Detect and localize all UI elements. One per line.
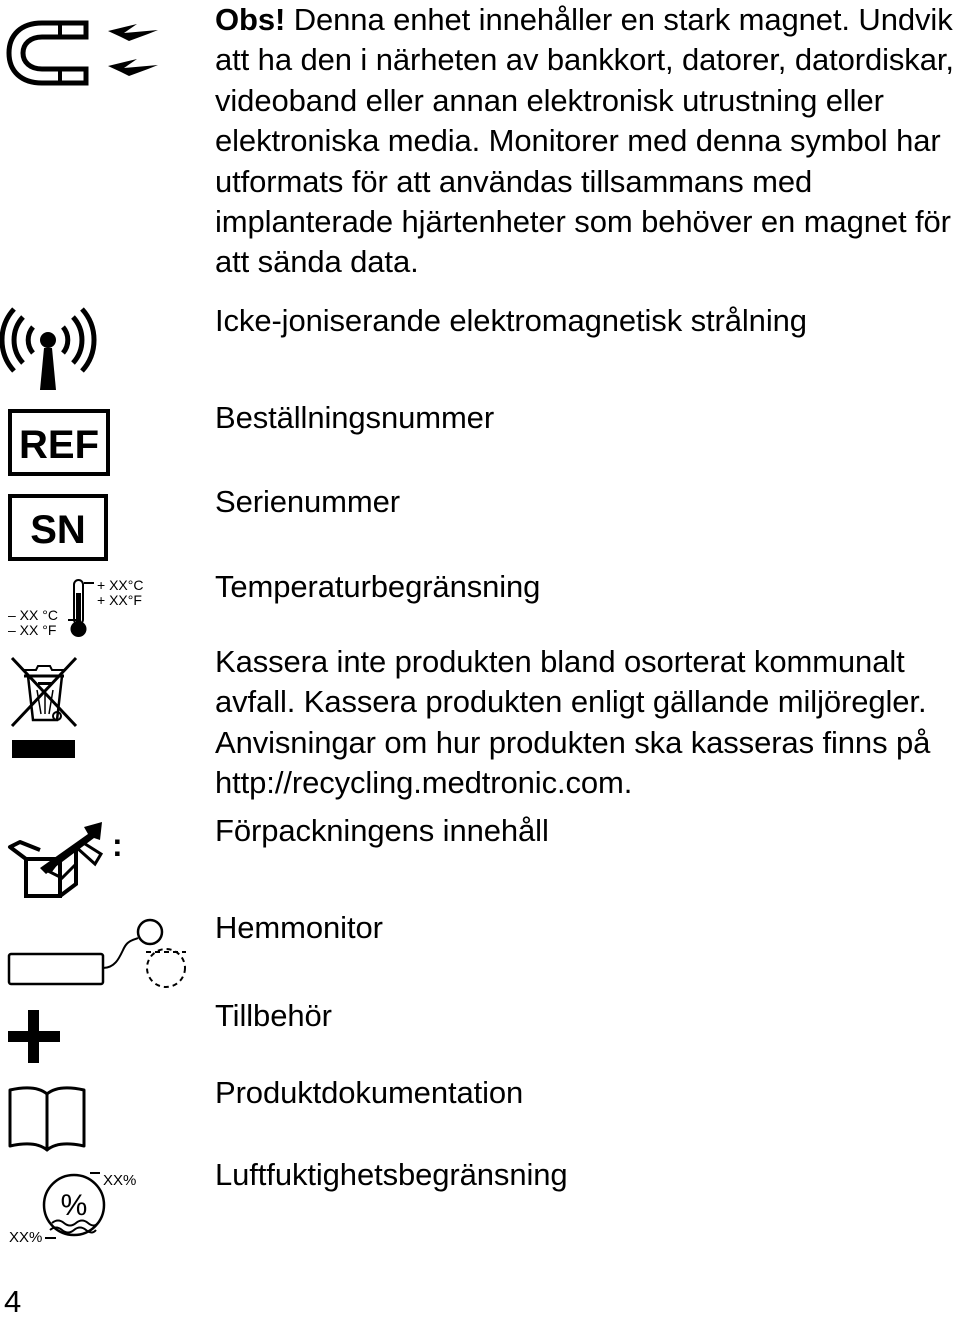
radiation-text: Icke-joniserande elektromagnetisk strålning xyxy=(215,303,807,338)
humidity-upper: XX% xyxy=(103,1172,137,1189)
non-ionizing-radiation-icon xyxy=(0,300,110,395)
home-monitor-icon xyxy=(0,910,200,990)
magnet-warning-text xyxy=(215,0,960,283)
humidity-lower: XX% xyxy=(9,1229,43,1246)
temp-upper-f: + XX°F xyxy=(97,592,142,608)
open-box-icon xyxy=(0,812,140,902)
home-monitor-text: Hemmonitor xyxy=(215,910,383,945)
temp-upper-c: + XX°C xyxy=(97,577,144,593)
package-icon-colon: : xyxy=(112,827,123,863)
crossed-bin-icon xyxy=(0,652,90,764)
sn-icon-label: SN xyxy=(30,508,86,552)
ref-icon xyxy=(0,408,115,478)
temp-lower-f: – XX °F xyxy=(8,622,57,638)
weee-text: Kassera inte produkten bland osorterat kommunalt avfall. Kassera produkten enligt gällande miljöregler. Anvisningar om hur produkten ska kasseras finns på http://recycling.medtronic.com. xyxy=(215,644,931,801)
accessories-text: Tillbehör xyxy=(215,998,332,1033)
plus-icon xyxy=(0,1008,70,1068)
humidity-icon xyxy=(0,1160,150,1250)
humidity-percent-symbol: % xyxy=(60,1189,88,1222)
ref-text: Beställningsnummer xyxy=(215,400,495,435)
temp-lower-c: – XX °C xyxy=(8,607,58,623)
documentation-text: Produktdokumentation xyxy=(215,1075,524,1110)
warning-label: Obs! xyxy=(215,2,286,37)
humidity-text: Luftfuktighetsbegränsning xyxy=(215,1157,568,1192)
thermometer-icon xyxy=(0,575,160,640)
temperature-text: Temperaturbegränsning xyxy=(215,569,541,604)
open-book-icon xyxy=(0,1078,95,1153)
sn-text: Serienummer xyxy=(215,484,400,519)
page-number: 4 xyxy=(4,1284,22,1319)
ref-icon-label: REF xyxy=(19,423,99,467)
serial-number-icon xyxy=(0,493,115,563)
magnet-warning-icon xyxy=(0,14,170,84)
magnet-warning-body: Denna enhet innehåller en stark magnet. Undvik att ha den i närheten av bankkort, datorer, datordiskar, videoband eller annan elektronisk utrustning eller elektroniska media. Monitorer med denna symbol har utformats för att användas tillsammans med implanterade hjärtenheter som behöver en magnet för att sända data. xyxy=(215,2,954,280)
package-text: Förpackningens innehåll xyxy=(215,813,549,848)
